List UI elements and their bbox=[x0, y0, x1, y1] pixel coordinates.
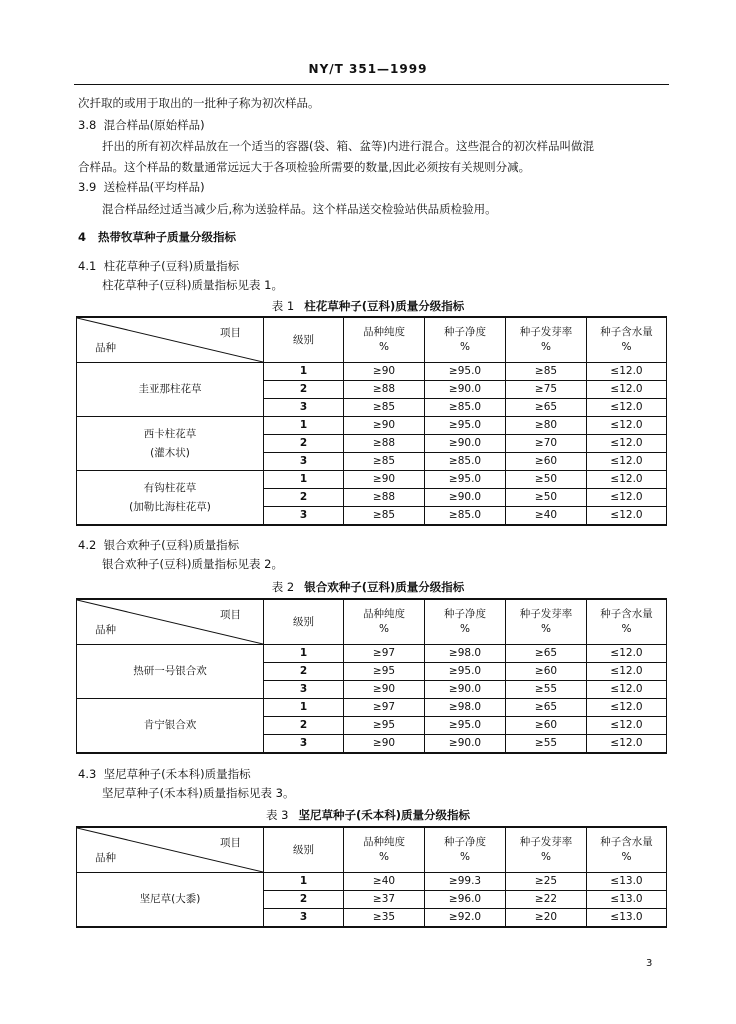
section-4-2-heading bbox=[78, 538, 239, 552]
diagonal-header-cell bbox=[77, 599, 264, 645]
cleanliness-cell: ≥99.3 bbox=[425, 873, 506, 891]
grade-cell: 3 bbox=[264, 507, 344, 526]
moisture-cell: ≤12.0 bbox=[587, 417, 667, 435]
header-label: 品种纯度 bbox=[363, 326, 405, 338]
header-cleanliness bbox=[425, 317, 506, 363]
table-row bbox=[77, 363, 667, 381]
species-name: 热研一号银合欢 bbox=[133, 665, 207, 677]
table-label: 表 1 bbox=[271, 299, 295, 313]
purity-cell: ≥37 bbox=[344, 891, 425, 909]
table-label: 表 2 bbox=[271, 580, 295, 594]
grade-cell: 3 bbox=[264, 453, 344, 471]
germination-cell: ≥85 bbox=[506, 363, 587, 381]
species-name: 肯宁银合欢 bbox=[143, 719, 197, 731]
table-row bbox=[77, 417, 667, 435]
cleanliness-cell: ≥85.0 bbox=[425, 399, 506, 417]
table-row bbox=[77, 471, 667, 489]
paragraph-continued: 次扦取的或用于取出的一批种子称为初次样品。 bbox=[78, 96, 320, 110]
paragraph-4-3-line-1: 坚尼草种子(禾本科)质量指标见表 3。 bbox=[102, 786, 295, 800]
section-number: 3.9 bbox=[78, 180, 97, 194]
moisture-cell: ≤12.0 bbox=[587, 435, 667, 453]
grade-cell: 3 bbox=[264, 909, 344, 928]
species-name: 西卡柱花草 bbox=[143, 427, 197, 440]
header-unit: % bbox=[460, 851, 470, 863]
cleanliness-cell: ≥90.0 bbox=[425, 735, 506, 754]
moisture-cell: ≤12.0 bbox=[587, 735, 667, 754]
header-item: 项目 bbox=[220, 837, 241, 849]
grade-cell: 1 bbox=[264, 699, 344, 717]
section-number: 4 bbox=[78, 230, 87, 244]
cleanliness-cell: ≥95.0 bbox=[425, 717, 506, 735]
header-germination bbox=[506, 317, 587, 363]
grade-cell: 3 bbox=[264, 399, 344, 417]
header-grade: 级别 bbox=[264, 317, 344, 363]
paragraph-3-8-line-1: 扦出的所有初次样品放在一个适当的容器(袋、箱、盆等)内进行混合。这些混合的初次样品叫做混 bbox=[102, 139, 594, 153]
header-unit: % bbox=[460, 341, 470, 353]
species-name: (加勒比海柱花草) bbox=[129, 500, 211, 513]
header-purity bbox=[344, 599, 425, 645]
header-purity bbox=[344, 827, 425, 873]
grade-cell: 2 bbox=[264, 891, 344, 909]
grade-cell: 2 bbox=[264, 381, 344, 399]
species-cell bbox=[77, 363, 264, 417]
header-label: 品种纯度 bbox=[363, 608, 405, 620]
header-item: 项目 bbox=[220, 327, 241, 339]
diagonal-header-cell bbox=[77, 317, 264, 363]
section-number: 4.1 bbox=[78, 259, 97, 273]
cleanliness-cell: ≥95.0 bbox=[425, 363, 506, 381]
species-cell bbox=[77, 471, 264, 526]
germination-cell: ≥55 bbox=[506, 681, 587, 699]
header-label: 种子净度 bbox=[444, 836, 486, 848]
section-title: 热带牧草种子质量分级指标 bbox=[98, 230, 237, 244]
purity-cell: ≥40 bbox=[344, 873, 425, 891]
cleanliness-cell: ≥90.0 bbox=[425, 681, 506, 699]
moisture-cell: ≤12.0 bbox=[587, 453, 667, 471]
germination-cell: ≥60 bbox=[506, 717, 587, 735]
cleanliness-cell: ≥95.0 bbox=[425, 663, 506, 681]
grade-cell: 2 bbox=[264, 663, 344, 681]
header-label: 种子含水量 bbox=[600, 836, 653, 848]
moisture-cell: ≤13.0 bbox=[587, 891, 667, 909]
page-number: 3 bbox=[646, 958, 653, 969]
diagonal-header-cell bbox=[77, 827, 264, 873]
species-cell bbox=[77, 645, 264, 699]
moisture-cell: ≤12.0 bbox=[587, 507, 667, 526]
table-2-caption bbox=[0, 579, 736, 595]
purity-cell: ≥90 bbox=[344, 363, 425, 381]
purity-cell: ≥88 bbox=[344, 435, 425, 453]
germination-cell: ≥65 bbox=[506, 399, 587, 417]
table-1-stylosanthes bbox=[76, 316, 667, 526]
grade-cell: 2 bbox=[264, 489, 344, 507]
section-4-heading bbox=[78, 230, 236, 244]
purity-cell: ≥95 bbox=[344, 717, 425, 735]
species-name: 有钩柱花草 bbox=[143, 481, 197, 494]
grade-cell: 3 bbox=[264, 681, 344, 699]
section-title: 送检样品(平均样品) bbox=[103, 180, 205, 194]
species-cell bbox=[77, 699, 264, 754]
species-name: 坚尼草(大黍) bbox=[139, 893, 201, 905]
header-moisture bbox=[587, 317, 667, 363]
paragraph-3-8-line-2: 合样品。这个样品的数量通常远远大于各项检验所需要的数量,因此必须按有关规则分减。 bbox=[78, 160, 531, 174]
germination-cell: ≥25 bbox=[506, 873, 587, 891]
purity-cell: ≥95 bbox=[344, 663, 425, 681]
moisture-cell: ≤12.0 bbox=[587, 381, 667, 399]
purity-cell: ≥88 bbox=[344, 381, 425, 399]
header-unit: % bbox=[379, 851, 389, 863]
cleanliness-cell: ≥96.0 bbox=[425, 891, 506, 909]
section-title: 混合样品(原始样品) bbox=[103, 118, 205, 132]
purity-cell: ≥90 bbox=[344, 471, 425, 489]
header-item: 项目 bbox=[220, 609, 241, 621]
germination-cell: ≥40 bbox=[506, 507, 587, 526]
header-unit: % bbox=[541, 341, 551, 353]
grade-cell: 1 bbox=[264, 645, 344, 663]
paragraph-4-1-line-1: 柱花草种子(豆科)质量指标见表 1。 bbox=[102, 278, 283, 292]
cleanliness-cell: ≥98.0 bbox=[425, 699, 506, 717]
header-label: 种子净度 bbox=[444, 608, 486, 620]
header-label: 种子发芽率 bbox=[519, 608, 573, 620]
header-germination bbox=[506, 599, 587, 645]
species-cell bbox=[77, 417, 264, 471]
table-title: 坚尼草种子(禾本科)质量分级指标 bbox=[298, 808, 470, 822]
purity-cell: ≥85 bbox=[344, 399, 425, 417]
table-row bbox=[77, 873, 667, 891]
section-number: 4.2 bbox=[78, 538, 97, 552]
section-title: 柱花草种子(豆科)质量指标 bbox=[103, 259, 240, 273]
section-title: 坚尼草种子(禾本科)质量指标 bbox=[103, 767, 251, 781]
germination-cell: ≥65 bbox=[506, 699, 587, 717]
cleanliness-cell: ≥90.0 bbox=[425, 381, 506, 399]
header-grade: 级别 bbox=[264, 599, 344, 645]
header-unit: % bbox=[621, 851, 632, 863]
cleanliness-cell: ≥92.0 bbox=[425, 909, 506, 928]
header-species: 品种 bbox=[95, 852, 116, 864]
header-rule bbox=[74, 84, 669, 85]
germination-cell: ≥55 bbox=[506, 735, 587, 754]
header-label: 种子净度 bbox=[444, 326, 486, 338]
cleanliness-cell: ≥98.0 bbox=[425, 645, 506, 663]
germination-cell: ≥20 bbox=[506, 909, 587, 928]
paragraph-4-2-line-1: 银合欢种子(豆科)质量指标见表 2。 bbox=[102, 557, 283, 571]
header-moisture bbox=[587, 599, 667, 645]
header-species: 品种 bbox=[95, 342, 116, 354]
species-cell bbox=[77, 873, 264, 928]
cleanliness-cell: ≥85.0 bbox=[425, 453, 506, 471]
grade-cell: 2 bbox=[264, 435, 344, 453]
header-cleanliness bbox=[425, 599, 506, 645]
germination-cell: ≥60 bbox=[506, 663, 587, 681]
grade-cell: 1 bbox=[264, 363, 344, 381]
table-2-leucaena bbox=[76, 598, 667, 754]
header-unit: % bbox=[541, 623, 551, 635]
section-4-3-heading bbox=[78, 767, 251, 781]
table-label: 表 3 bbox=[266, 808, 289, 822]
purity-cell: ≥35 bbox=[344, 909, 425, 928]
moisture-cell: ≤12.0 bbox=[587, 663, 667, 681]
purity-cell: ≥90 bbox=[344, 681, 425, 699]
moisture-cell: ≤13.0 bbox=[587, 909, 667, 928]
germination-cell: ≥70 bbox=[506, 435, 587, 453]
moisture-cell: ≤12.0 bbox=[587, 699, 667, 717]
header-label: 种子发芽率 bbox=[519, 326, 573, 338]
germination-cell: ≥50 bbox=[506, 471, 587, 489]
grade-cell: 1 bbox=[264, 471, 344, 489]
header-moisture bbox=[587, 827, 667, 873]
table-title: 柱花草种子(豆科)质量分级指标 bbox=[304, 299, 465, 313]
germination-cell: ≥75 bbox=[506, 381, 587, 399]
moisture-cell: ≤12.0 bbox=[587, 681, 667, 699]
grade-cell: 2 bbox=[264, 717, 344, 735]
header-label: 种子含水量 bbox=[600, 326, 653, 338]
germination-cell: ≥80 bbox=[506, 417, 587, 435]
grade-cell: 1 bbox=[264, 417, 344, 435]
section-3-8-heading bbox=[78, 118, 205, 132]
header-unit: % bbox=[379, 623, 389, 635]
cleanliness-cell: ≥90.0 bbox=[425, 435, 506, 453]
table-3-caption bbox=[0, 807, 736, 823]
moisture-cell: ≤12.0 bbox=[587, 471, 667, 489]
grade-cell: 1 bbox=[264, 873, 344, 891]
species-name: (灌木状) bbox=[150, 446, 190, 459]
cleanliness-cell: ≥90.0 bbox=[425, 489, 506, 507]
table-row bbox=[77, 645, 667, 663]
moisture-cell: ≤12.0 bbox=[587, 363, 667, 381]
species-name: 圭亚那柱花草 bbox=[138, 383, 202, 395]
moisture-cell: ≤12.0 bbox=[587, 645, 667, 663]
section-number: 3.8 bbox=[78, 118, 97, 132]
purity-cell: ≥88 bbox=[344, 489, 425, 507]
purity-cell: ≥85 bbox=[344, 453, 425, 471]
header-grade: 级别 bbox=[264, 827, 344, 873]
standard-code-header: NY/T 351—1999 bbox=[308, 62, 428, 76]
header-unit: % bbox=[379, 341, 389, 353]
germination-cell: ≥50 bbox=[506, 489, 587, 507]
germination-cell: ≥65 bbox=[506, 645, 587, 663]
table-1-caption bbox=[0, 298, 736, 314]
cleanliness-cell: ≥95.0 bbox=[425, 417, 506, 435]
header-germination bbox=[506, 827, 587, 873]
table-row bbox=[77, 699, 667, 717]
header-label: 品种纯度 bbox=[363, 836, 405, 848]
grade-cell: 3 bbox=[264, 735, 344, 754]
paragraph-3-9-line-1: 混合样品经过适当减少后,称为送验样品。这个样品送交检验站供品质检验用。 bbox=[102, 202, 497, 216]
header-label: 种子含水量 bbox=[600, 608, 653, 620]
cleanliness-cell: ≥85.0 bbox=[425, 507, 506, 526]
table-3-guinea-grass bbox=[76, 826, 667, 928]
header-unit: % bbox=[621, 623, 632, 635]
moisture-cell: ≤12.0 bbox=[587, 717, 667, 735]
header-unit: % bbox=[460, 623, 470, 635]
section-3-9-heading bbox=[78, 180, 205, 194]
header-unit: % bbox=[541, 851, 551, 863]
cleanliness-cell: ≥95.0 bbox=[425, 471, 506, 489]
purity-cell: ≥97 bbox=[344, 645, 425, 663]
purity-cell: ≥97 bbox=[344, 699, 425, 717]
moisture-cell: ≤12.0 bbox=[587, 489, 667, 507]
section-number: 4.3 bbox=[78, 767, 97, 781]
header-purity bbox=[344, 317, 425, 363]
table-title: 银合欢种子(豆科)质量分级指标 bbox=[304, 580, 465, 594]
section-title: 银合欢种子(豆科)质量指标 bbox=[103, 538, 240, 552]
germination-cell: ≥60 bbox=[506, 453, 587, 471]
moisture-cell: ≤13.0 bbox=[587, 873, 667, 891]
germination-cell: ≥22 bbox=[506, 891, 587, 909]
section-4-1-heading bbox=[78, 259, 239, 273]
purity-cell: ≥85 bbox=[344, 507, 425, 526]
moisture-cell: ≤12.0 bbox=[587, 399, 667, 417]
purity-cell: ≥90 bbox=[344, 417, 425, 435]
header-unit: % bbox=[621, 341, 632, 353]
header-cleanliness bbox=[425, 827, 506, 873]
header-species: 品种 bbox=[95, 624, 116, 636]
header-label: 种子发芽率 bbox=[519, 836, 573, 848]
purity-cell: ≥90 bbox=[344, 735, 425, 754]
